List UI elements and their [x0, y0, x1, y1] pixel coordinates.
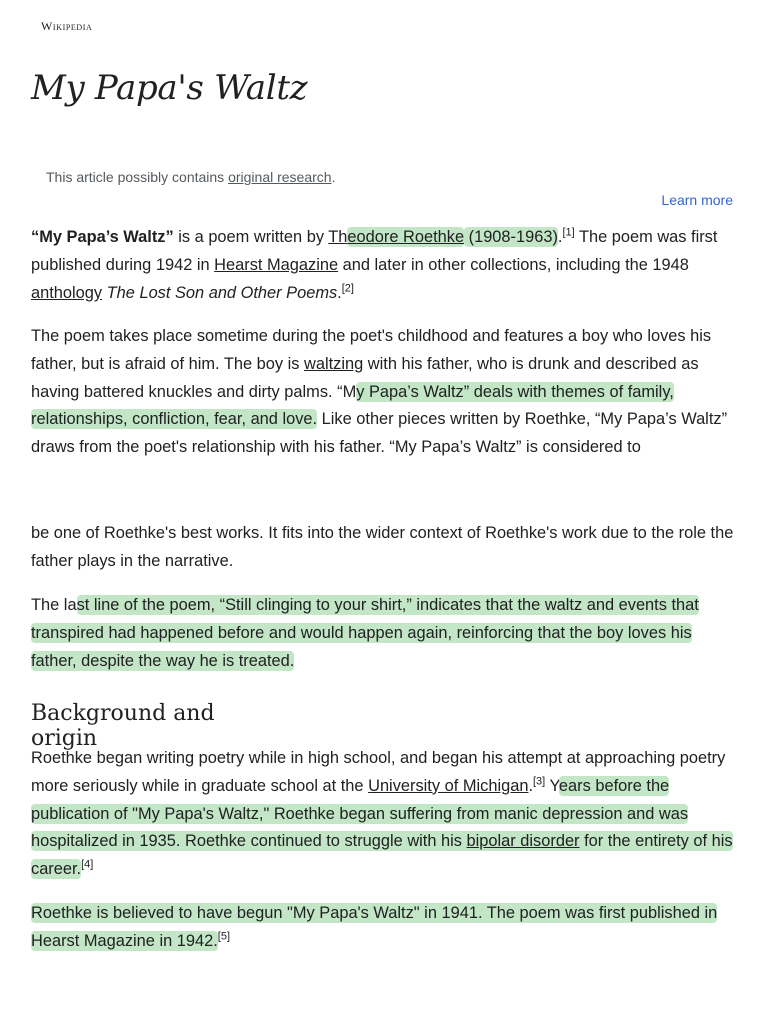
- reference-2[interactable]: [342, 282, 354, 294]
- waltzing-link[interactable]: waltzing: [304, 354, 364, 373]
- hearst-magazine-link[interactable]: Hearst Magazine: [214, 255, 339, 274]
- learn-more-link[interactable]: Learn more: [661, 192, 733, 208]
- text: and later in other collections, including the 1948: [338, 255, 689, 274]
- highlight: eodore Roethke: [347, 228, 465, 246]
- notice-text: This article possibly contains: [46, 169, 229, 185]
- book-title: The Lost Son and Other Poems: [106, 283, 338, 302]
- intro-paragraph-1: [31, 224, 737, 307]
- reference-1[interactable]: [562, 227, 574, 239]
- text: The la: [31, 596, 77, 614]
- highlight: Roethke is believed to have begun "My Papa's Waltz" in 1941. The poem was first published in Hearst Magazine in 1942.: [31, 904, 718, 950]
- highlight-text: for the entirety of his career.: [31, 832, 733, 879]
- text: be one of Roethke's best works. It fits into the wider context of Roethke's work due to the role the father plays in the narrative.: [31, 524, 734, 570]
- text: .: [337, 283, 342, 302]
- notice-end: .: [331, 169, 336, 185]
- text: Like other pieces written by Roethke, “My Papa’s Waltz” draws from the poet's relationship with his father. “My Papa’s Waltz” is considered to: [31, 410, 728, 457]
- link-text: Th: [328, 228, 348, 246]
- original-research-link[interactable]: original research: [228, 169, 332, 185]
- background-paragraph-2: [31, 900, 737, 956]
- text: The poem was first published during 1942 in: [31, 228, 718, 274]
- highlight: st line of the poem, “Still clinging to your shirt,” indicates that the waltz and events that transpired had happened before and would happen again, reinforcing that the boy loves his father, despite the way he is treated.: [31, 596, 699, 670]
- university-of-michigan-link[interactable]: University of Michigan: [368, 776, 529, 795]
- text: Roethke began writing poetry while in high school, and began his attempt at approaching poetry more seriously while in graduate school at the: [31, 749, 726, 795]
- poem-title-bold: “My Papa’s Waltz”: [31, 228, 174, 246]
- maintenance-notice: [46, 169, 335, 185]
- theodore-roethke-link[interactable]: [328, 227, 464, 247]
- intro-paragraph-2: [31, 323, 737, 462]
- reference-link[interactable]: [2]: [341, 282, 354, 295]
- wikipedia-wordmark[interactable]: Wikipedia: [41, 19, 93, 33]
- reference-link[interactable]: [3]: [533, 775, 546, 788]
- intro-paragraph-3: [31, 520, 737, 576]
- intro-paragraph-4: [31, 592, 737, 675]
- text: .: [557, 228, 563, 246]
- section-heading-background: Background and origin: [31, 701, 281, 756]
- reference-5[interactable]: [218, 930, 230, 942]
- text: .: [528, 776, 533, 795]
- article-title: My Papa's Waltz: [31, 68, 308, 108]
- background-paragraph-1: [31, 745, 737, 884]
- text: Y: [545, 776, 559, 795]
- highlight: (1908-1963): [464, 228, 558, 246]
- reference-link[interactable]: [4]: [81, 858, 94, 871]
- text: The poem takes place sometime during the poet's childhood and features a boy who loves his father, but is afraid of him. The boy is: [31, 327, 712, 373]
- reference-3[interactable]: [533, 775, 545, 787]
- reference-link[interactable]: [5]: [217, 930, 231, 943]
- reference-link[interactable]: [1]: [562, 226, 575, 239]
- highlight-text: ears before the publication of "My Papa's Waltz," Roethke began suffering from manic depression and was hospitalized in 1935. Roethke continued to struggle with his: [31, 776, 689, 851]
- anthology-link[interactable]: anthology: [31, 283, 103, 302]
- highlight: y Papa’s Waltz” deals with themes of family, relationships, confliction, fear, and love.: [31, 382, 674, 429]
- bipolar-disorder-link[interactable]: bipolar disorder: [466, 832, 580, 851]
- text: is a poem written by: [173, 228, 329, 246]
- text: with his father, who is drunk and described as having battered knuckles and dirty palms. “M: [31, 354, 699, 401]
- reference-4[interactable]: [81, 859, 93, 871]
